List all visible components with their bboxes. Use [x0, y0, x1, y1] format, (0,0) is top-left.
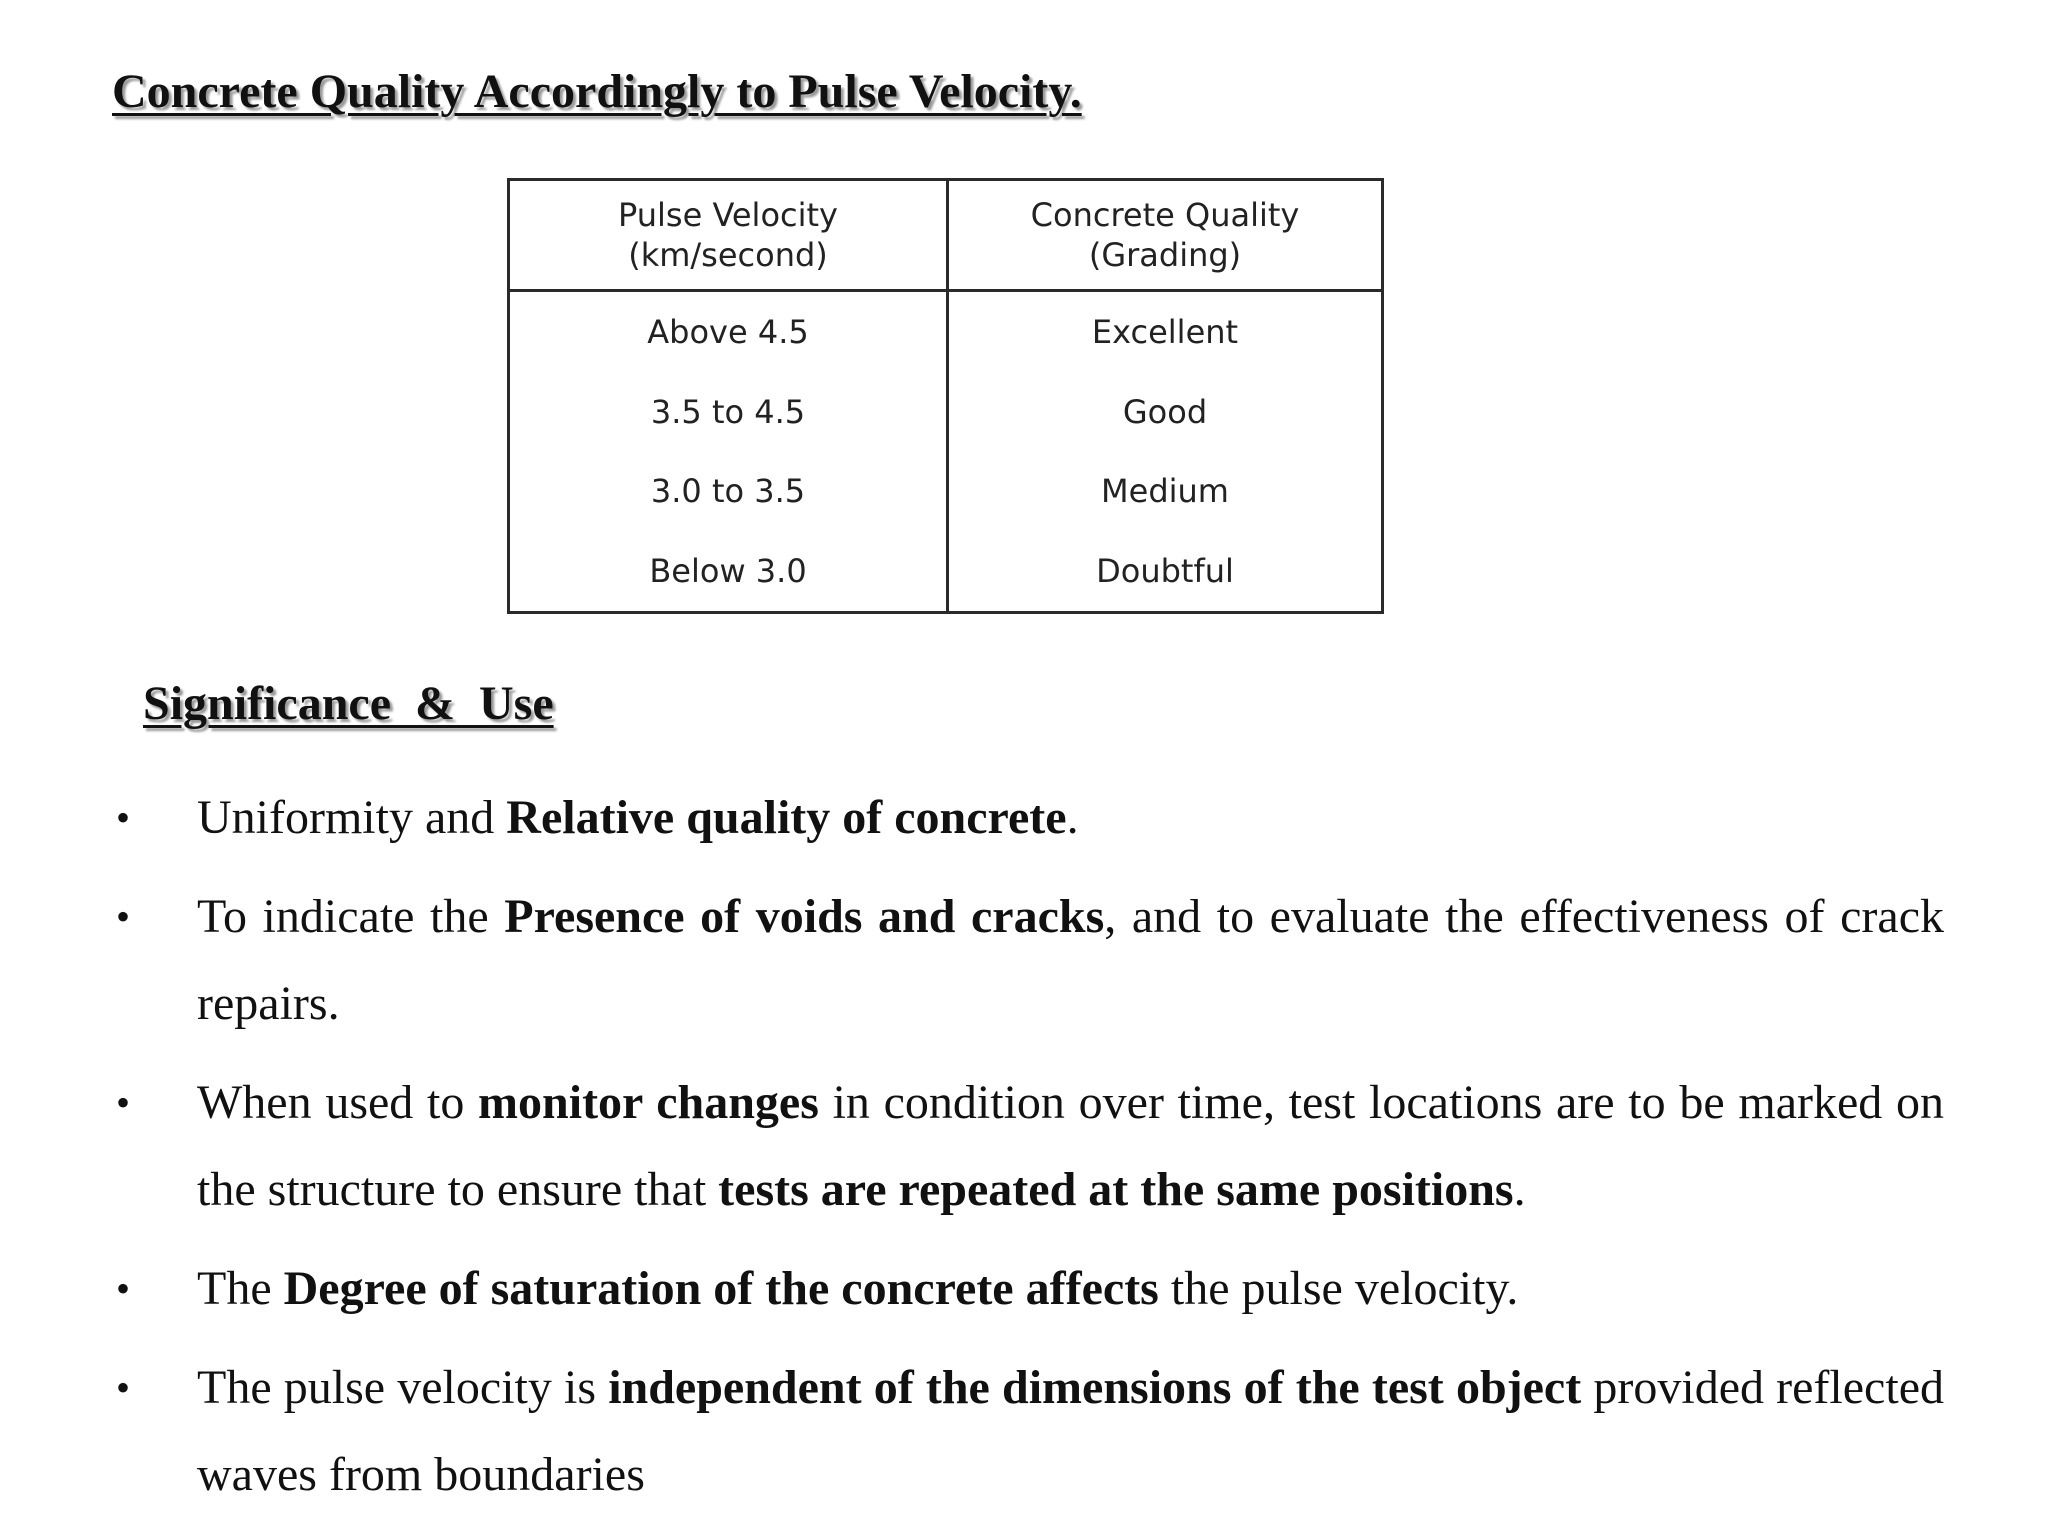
point-text: The: [197, 1262, 284, 1315]
point-text: in condition over time, test locations are to be marked on the structure to ensure that: [197, 1076, 1944, 1216]
column-header-pulse-velocity: [509, 180, 948, 291]
point-emphasis: monitor changes: [478, 1076, 819, 1129]
point-text: provided reflected waves from boundaries: [197, 1361, 1945, 1501]
list-item: [0, 1344, 1944, 1518]
point-text: To indicate the: [197, 890, 505, 943]
header-label: Pulse Velocity: [618, 196, 838, 234]
velocity-cell: Below 3.0: [509, 531, 948, 612]
table-header-row: [509, 180, 1383, 291]
list-item: [0, 1059, 1944, 1233]
table-row: [509, 531, 1383, 612]
velocity-cell: 3.5 to 4.5: [509, 372, 948, 452]
bullet-icon: •: [116, 795, 131, 840]
column-header-concrete-quality: [948, 180, 1383, 291]
list-item: [0, 774, 1944, 861]
point-emphasis: independent of the dimensions of the test object: [608, 1361, 1582, 1414]
pulse-velocity-grading-table: [507, 178, 1384, 614]
quality-cell: Medium: [948, 451, 1383, 531]
bullet-icon: •: [116, 1080, 131, 1125]
point-text: , and to evaluate the effectiveness of crack repairs.: [197, 890, 1944, 1030]
bullet-icon: •: [116, 894, 131, 939]
velocity-cell: 3.0 to 3.5: [509, 451, 948, 531]
quality-cell: Good: [948, 372, 1383, 452]
list-item: [0, 873, 1944, 1047]
quality-cell: Excellent: [948, 291, 1383, 372]
velocity-cell: Above 4.5: [509, 291, 948, 372]
page-title: Concrete Quality Accordingly to Pulse Velocity.: [112, 65, 1082, 118]
point-text: When used to: [197, 1076, 479, 1129]
point-text: .: [1513, 1163, 1526, 1216]
point-text: .: [1066, 791, 1079, 844]
header-unit: (km/second): [628, 236, 828, 274]
list-item: [0, 1245, 1944, 1332]
bullet-list: [0, 774, 2048, 1530]
point-emphasis: Presence of voids and cracks: [504, 890, 1105, 943]
table-row: [509, 451, 1383, 531]
point-text: The pulse velocity is: [197, 1361, 609, 1414]
table-row: [509, 372, 1383, 452]
point-text: Uniformity and: [197, 791, 507, 844]
header-label: Concrete Quality: [1030, 196, 1300, 234]
point-text: the pulse velocity.: [1158, 1262, 1519, 1315]
section-heading: Significance & Use: [143, 677, 554, 730]
point-emphasis: Degree of saturation of the concrete affects: [283, 1262, 1159, 1315]
table-row: [509, 291, 1383, 372]
point-emphasis: tests are repeated at the same positions: [718, 1163, 1514, 1216]
header-unit: (Grading): [1088, 236, 1242, 274]
bullet-icon: •: [116, 1365, 131, 1410]
point-emphasis: Relative quality of concrete: [506, 791, 1067, 844]
quality-cell: Doubtful: [948, 531, 1383, 612]
bullet-icon: •: [116, 1266, 131, 1311]
